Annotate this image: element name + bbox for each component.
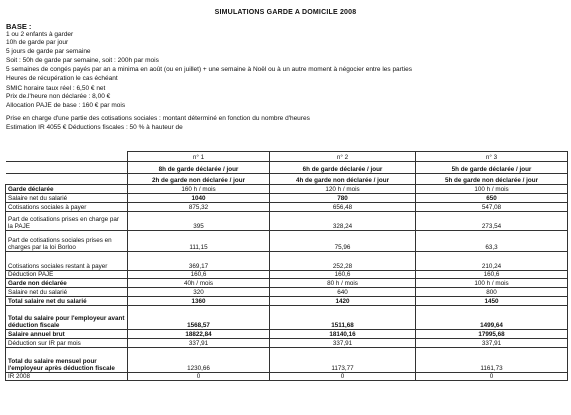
column-header: 6h de garde déclarée / jour: [270, 162, 416, 174]
table-row: [6, 330, 568, 339]
cell-value: 369,17: [128, 252, 270, 271]
cell-value: 800: [416, 288, 568, 297]
column-subheader: 5h de garde non déclarée / jour: [416, 174, 568, 185]
header-declared-row: [6, 162, 568, 174]
cell-value: 1568,57: [128, 306, 270, 330]
column-header: 8h de garde déclarée / jour: [128, 162, 270, 174]
row-label: Cotisations sociales à payer: [6, 203, 128, 212]
cell-value: 395: [128, 212, 270, 231]
cell-value: 1040: [128, 194, 270, 203]
cell-value: 80 h / mois: [270, 279, 416, 288]
table-row: [6, 194, 568, 203]
cell-value: 160,6: [416, 271, 568, 279]
cell-value: 120 h / mois: [270, 185, 416, 194]
corner-cell: [6, 174, 128, 185]
table-row: [6, 185, 568, 194]
cell-value: 17995,68: [416, 330, 568, 339]
cell-value: 875,32: [128, 203, 270, 212]
table-row: [6, 288, 568, 297]
cell-value: 1360: [128, 297, 270, 306]
base-line: Heures de récupération le cas échéant: [6, 75, 118, 82]
base-line: Soit : 50h de garde par semaine, soit : 200h par mois: [6, 57, 159, 64]
simulation-table: [5, 151, 568, 381]
cell-value: 780: [270, 194, 416, 203]
row-label: Total du salaire pour l'employeur avant déduction fiscale: [6, 306, 128, 330]
cell-value: 252,28: [270, 252, 416, 271]
table-row: [6, 373, 568, 381]
cell-value: 160,6: [270, 271, 416, 279]
column-header: 5h de garde déclarée / jour: [416, 162, 568, 174]
cell-value: 1230,66: [128, 348, 270, 373]
row-label: Cotisations sociales restant à payer: [6, 252, 128, 271]
cell-value: 0: [128, 373, 270, 381]
base-line: Estimation IR 4055 € Déductions fiscales : 50 % à hauteur de: [6, 124, 183, 131]
base-line: Prix de.l'heure non déclarée : 8,00 €: [6, 93, 111, 100]
row-label: Part de cotisations prises en charge par la PAJE: [6, 212, 128, 231]
cell-value: 640: [270, 288, 416, 297]
cell-value: 160 h / mois: [128, 185, 270, 194]
cell-value: 337,91: [270, 339, 416, 348]
simulation-table-wrap: [5, 151, 567, 381]
cell-value: 63,3: [416, 231, 568, 252]
cell-value: 320: [128, 288, 270, 297]
cell-value: 75,96: [270, 231, 416, 252]
cell-value: 160,6: [128, 271, 270, 279]
cell-value: 1511,68: [270, 306, 416, 330]
cell-value: 111,15: [128, 231, 270, 252]
column-number: n° 3: [416, 152, 568, 162]
table-row: [6, 297, 568, 306]
table-row: [6, 252, 568, 271]
cell-value: 328,24: [270, 212, 416, 231]
cell-value: 1450: [416, 297, 568, 306]
cell-value: 650: [416, 194, 568, 203]
cell-value: 0: [270, 373, 416, 381]
cell-value: 1173,77: [270, 348, 416, 373]
row-label: Salaire net du salarié: [6, 194, 128, 203]
row-label: Garde déclarée: [6, 185, 128, 194]
cell-value: 547,08: [416, 203, 568, 212]
cell-value: 18140,16: [270, 330, 416, 339]
row-label: Total salaire net du salarié: [6, 297, 128, 306]
base-line: SMIC horaire taux réel : 6,50 € net: [6, 85, 106, 92]
column-subheader: 2h de garde non déclarée / jour: [128, 174, 270, 185]
table-row: [6, 279, 568, 288]
cell-value: 40h / mois: [128, 279, 270, 288]
cell-value: 337,91: [416, 339, 568, 348]
table-row: [6, 306, 568, 330]
column-number: n° 2: [270, 152, 416, 162]
cell-value: 656,48: [270, 203, 416, 212]
cell-value: 1420: [270, 297, 416, 306]
cell-value: 100 h / mois: [416, 185, 568, 194]
corner-cell: [6, 162, 128, 174]
page-title: SIMULATIONS GARDE A DOMICILE 2008: [214, 9, 357, 16]
base-line: Allocation PAJE de base : 160 € par mois: [6, 102, 126, 109]
column-subheader: 4h de garde non déclarée / jour: [270, 174, 416, 185]
base-line: 5 semaines de congés payés par an a minima en août (ou en juillet) + une semaine à Noël ou à un autre moment à négocier entre les parties: [6, 66, 412, 73]
table-row: [6, 212, 568, 231]
table-row: [6, 203, 568, 212]
row-label: Déduction sur IR par mois: [6, 339, 128, 348]
row-label: Déduction PAJE: [6, 271, 128, 279]
cell-value: 100 h / mois: [416, 279, 568, 288]
header-undeclared-row: [6, 174, 568, 185]
header-number-row: [6, 152, 568, 162]
cell-value: 1161,73: [416, 348, 568, 373]
cell-value: 210,24: [416, 252, 568, 271]
base-line: 10h de garde par jour: [6, 39, 69, 46]
row-label: Part de cotisations sociales prises en charges par la loi Borloo: [6, 231, 128, 252]
corner-cell: [6, 152, 128, 162]
table-row: [6, 348, 568, 373]
row-label: Salaire annuel brut: [6, 330, 128, 339]
row-label: Salaire net du salarié: [6, 288, 128, 297]
cell-value: 273,54: [416, 212, 568, 231]
column-number: n° 1: [128, 152, 270, 162]
cell-value: 1499,64: [416, 306, 568, 330]
table-row: [6, 339, 568, 348]
row-label: Garde non déclarée: [6, 279, 128, 288]
row-label: Total du salaire mensuel pour l'employeur après déduction fiscale: [6, 348, 128, 373]
cell-value: 337,91: [128, 339, 270, 348]
base-line: 5 jours de garde par semaine: [6, 48, 91, 55]
base-heading: BASE :: [6, 22, 32, 31]
row-label: IR 2008: [6, 373, 128, 381]
base-line: 1 ou 2 enfants à garder: [6, 31, 74, 38]
table-row: [6, 271, 568, 279]
cell-value: 18822,84: [128, 330, 270, 339]
cell-value: 0: [416, 373, 568, 381]
table-row: [6, 231, 568, 252]
base-line: Prise en charge d'une partie des cotisations sociales : montant déterminé en fonction du nombre d'heures: [6, 115, 310, 122]
